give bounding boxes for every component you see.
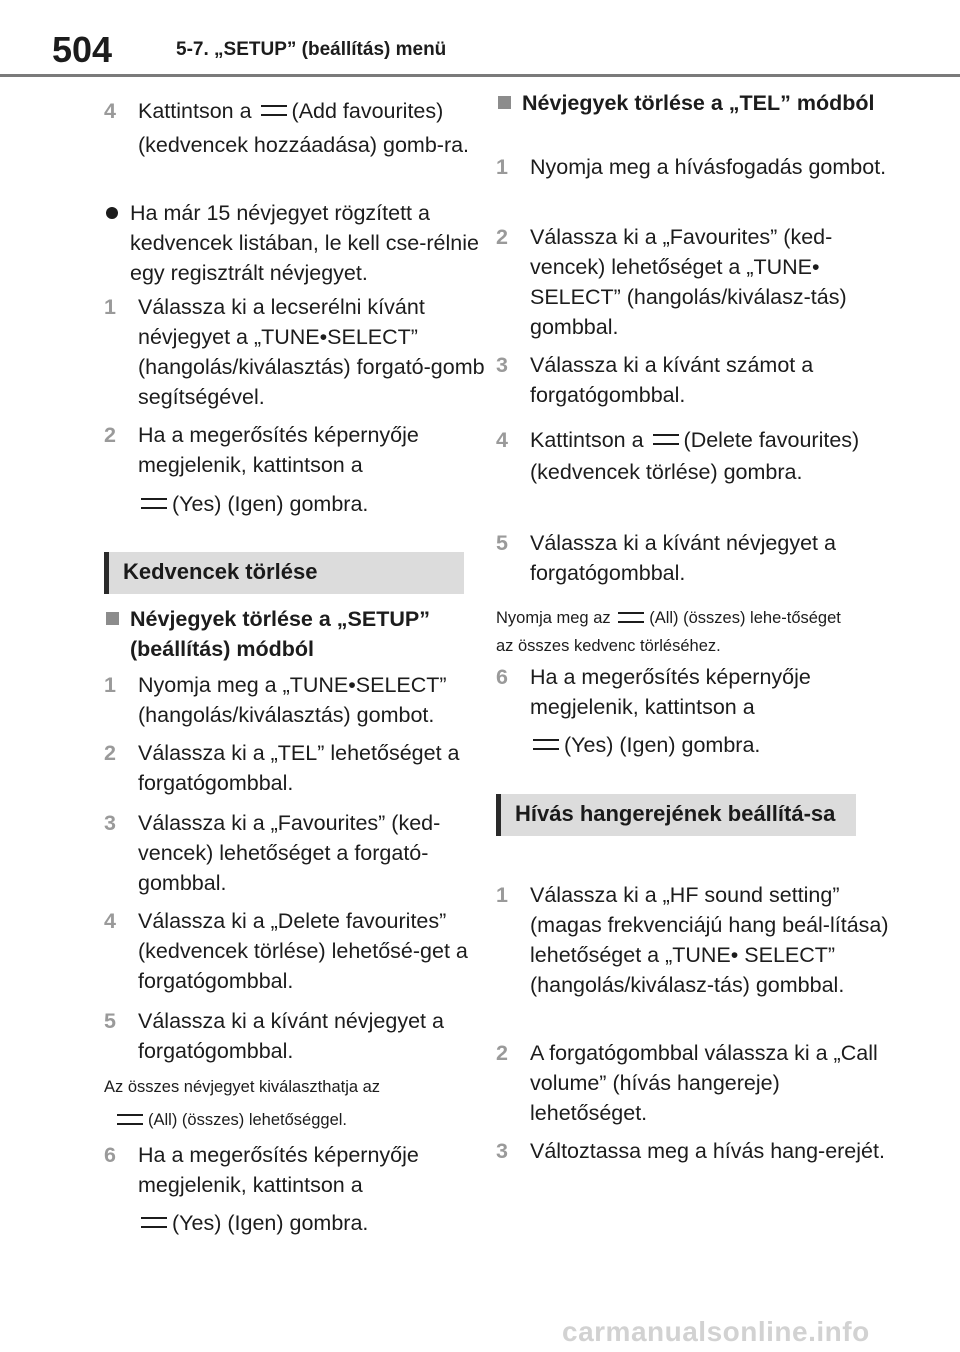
replace-step-2: 2 Ha a megerősítés képernyője megjelenik, kattintson a	[104, 423, 419, 477]
tel-yes-line: (Yes) (Igen) gombra.	[496, 730, 890, 760]
button-icon	[141, 498, 167, 509]
section-header-delete-favourites: Kedvencek törlése	[104, 552, 464, 594]
header-rule	[0, 74, 960, 77]
tel-step-1: 1 Nyomja meg a hívásfogadás gombot.	[496, 155, 887, 179]
tel-step-3: 3 Válassza ki a kívánt számot a forgatógombbal.	[496, 353, 814, 407]
step-add-favourites: 4 Kattintson a (Add favourites) (kedvencek hozzáadása) gomb-ra.	[104, 94, 498, 162]
square-bullet-icon	[498, 96, 511, 109]
note-all: Nyomja meg az (All) (összes) lehe-tőséget az összes kedvenc törléséhez.	[496, 609, 841, 655]
setup-yes-line: (Yes) (Igen) gombra.	[104, 1208, 498, 1238]
button-icon	[618, 612, 644, 623]
square-bullet-icon	[106, 612, 119, 625]
replace-step-1: 1 Válassza ki a lecserélni kívánt névjegyet a „TUNE•SELECT” (hangolás/kiválasztás) forgató-gomb segítségével.	[104, 295, 485, 409]
setup-step-3: 3 Válassza ki a „Favourites” (ked-vencek) lehetőséget a forgató-gombbal.	[104, 811, 441, 895]
button-icon	[261, 105, 287, 116]
bullet-icon	[106, 207, 118, 219]
subheading-tel-mode: Névjegyek törlése a „TEL” módból	[496, 88, 882, 118]
watermark: carmanualsonline.info	[562, 1316, 870, 1347]
chapter-title: 5-7. „SETUP” (beállítás) menü	[176, 39, 447, 60]
button-icon	[653, 434, 679, 445]
volume-step-2: 2 A forgatógombbal válassza ki a „Call volume” (hívás hangereje) lehetőséget.	[496, 1041, 878, 1125]
button-icon	[533, 739, 559, 750]
setup-step-6: 6 Ha a megerősítés képernyője megjelenik, kattintson a	[104, 1143, 419, 1197]
note-all-line2: (All) (összes) lehetőséggel.	[104, 1105, 474, 1135]
button-icon	[117, 1114, 143, 1125]
page-number: 504	[52, 29, 113, 70]
tel-step-2: 2 Válassza ki a „Favourites” (ked-vencek) lehetőséget a „TUNE• SELECT” (hangolás/kiválasz-tás) gombbal.	[496, 225, 847, 339]
volume-step-1: 1 Válassza ki a „HF sound setting” (magas frekvenciájú hang beál-lítása) lehetőséget a „TUNE• SELECT” (hangolás/kiválasz-tás) gombbal.	[496, 883, 889, 997]
step-number: 4	[104, 99, 116, 123]
tel-step-5: 5 Válassza ki a kívánt névjegyet a forgatógombbal.	[496, 531, 836, 585]
volume-step-3: 3 Változtassa meg a hívás hang-erejét.	[496, 1139, 885, 1163]
bullet-note: Ha már 15 névjegyet rögzített a kedvencek listában, le kell cse-rélnie egy regisztrált névjegyet.	[104, 198, 490, 288]
tel-step-6: 6 Ha a megerősítés képernyője megjelenik, kattintson a	[496, 665, 811, 719]
note-all-line1: Az összes névjegyet kiválaszthatja az	[104, 1078, 381, 1096]
page-header	[0, 0, 960, 76]
setup-step-4: 4 Válassza ki a „Delete favourites” (kedvencek törlése) lehetősé-get a forgatógombbal.	[104, 909, 468, 993]
setup-step-2: 2 Válassza ki a „TEL” lehetőséget a forgatógombbal.	[104, 741, 460, 795]
subheading-setup-mode: Névjegyek törlése a „SETUP” (beállítás) módból	[104, 604, 490, 664]
replace-yes-line: (Yes) (Igen) gombra.	[104, 489, 498, 519]
setup-step-1: 1 Nyomja meg a „TUNE•SELECT” (hangolás/kiválasztás) gombot.	[104, 673, 447, 727]
section-header-call-volume: Hívás hangerejének beállítá-sa	[496, 794, 856, 836]
tel-step-4: 4 Kattintson a (Delete favourites) (kedvencek törlése) gombra.	[496, 428, 860, 484]
setup-step-5: 5 Válassza ki a kívánt névjegyet a forgatógombbal.	[104, 1009, 444, 1063]
button-icon	[141, 1217, 167, 1228]
